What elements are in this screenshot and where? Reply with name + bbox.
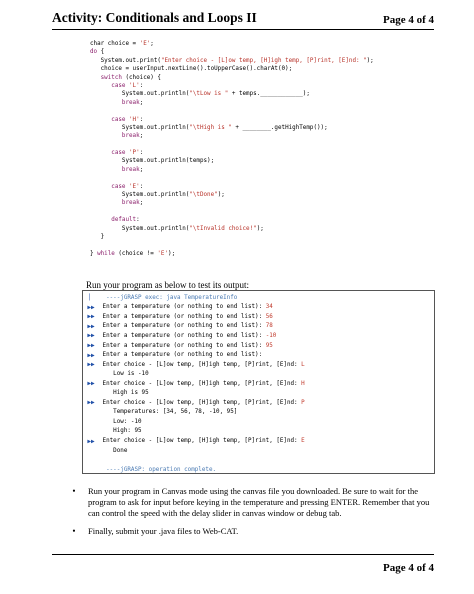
terminal-text: Done <box>99 447 128 454</box>
code-token: break <box>90 200 140 207</box>
code-token: ); <box>256 225 264 232</box>
code-token: System.out.println( <box>90 192 190 199</box>
terminal-line <box>83 408 434 417</box>
code-token: + temps.____________); <box>228 91 310 98</box>
code-token: break <box>90 133 140 140</box>
code-token: ; <box>139 200 144 207</box>
code-line <box>90 199 450 207</box>
bullet-item <box>60 526 432 537</box>
document-title: Activity: Conditionals and Loops II <box>52 10 257 25</box>
code-line <box>90 74 450 82</box>
terminal-text: Enter choice - [L]ow temp, [H]igh temp, [P]rint, [E]nd: <box>99 438 302 445</box>
terminal-line <box>83 465 434 474</box>
code-token: } <box>90 250 98 257</box>
terminal-text: ----jGRASP exec: java TemperatureInfo <box>99 294 238 301</box>
run-arrow-icon: ▶▶ <box>87 313 95 321</box>
code-line <box>90 107 450 115</box>
terminal-line <box>83 399 434 408</box>
user-input-value: 78 <box>265 323 273 330</box>
code-token: default <box>90 217 137 224</box>
code-token: "Enter choice - [L]ow temp, [H]igh temp, [P]rint, [E]nd: " <box>160 57 367 64</box>
code-token: case <box>90 116 130 123</box>
code-token: System.out.println( <box>90 225 190 232</box>
terminal-line <box>83 360 434 369</box>
user-input-value: E <box>301 438 305 445</box>
run-arrow-icon: ▶▶ <box>87 437 95 445</box>
user-input-value: 34 <box>265 304 273 311</box>
code-token: do <box>90 49 98 56</box>
code-token: ; <box>139 133 144 140</box>
terminal-text: High: 95 <box>99 428 142 435</box>
terminal-line <box>83 379 434 388</box>
code-token: 'E' <box>139 41 151 47</box>
bullet-icon: • <box>72 526 76 536</box>
terminal-line <box>83 322 434 331</box>
code-line <box>90 132 450 140</box>
terminal-text: Low is -10 <box>99 371 149 378</box>
code-line <box>90 124 450 132</box>
terminal-line <box>83 370 434 379</box>
code-line <box>90 216 450 224</box>
code-line <box>90 141 450 149</box>
terminal-text: Enter a temperature (or nothing to end list): <box>99 352 263 359</box>
terminal-text: Enter a temperature (or nothing to end list): <box>99 304 266 311</box>
code-token: : <box>136 217 140 224</box>
terminal-line <box>83 427 434 436</box>
code-token: System.out.println( <box>90 124 190 131</box>
user-input-value: P <box>301 399 305 406</box>
terminal-output-panel <box>82 290 435 474</box>
code-line <box>90 48 450 56</box>
code-token: "\tDone" <box>189 192 218 199</box>
terminal-text: ----jGRASP: operation complete. <box>99 466 217 473</box>
code-token: : <box>139 82 144 89</box>
run-arrow-icon: ▶▶ <box>87 361 95 369</box>
terminal-line <box>83 341 434 350</box>
code-line <box>90 183 450 191</box>
terminal-line <box>83 303 434 312</box>
code-line <box>90 166 450 174</box>
code-token: "\tHigh is " <box>189 124 232 131</box>
header-page-number: Page 4 of 4 <box>382 14 434 26</box>
code-token: System.out.print( <box>90 57 161 64</box>
terminal-text: Enter a temperature (or nothing to end list): <box>99 332 266 339</box>
code-line <box>90 157 450 165</box>
code-token: char choice = <box>90 41 140 47</box>
code-token: case <box>90 183 130 190</box>
terminal-text: Temperatures: [34, 56, 78, -10, 95] <box>99 409 238 416</box>
code-line <box>90 233 450 241</box>
code-line <box>90 241 450 249</box>
code-line <box>90 225 450 233</box>
page-footer <box>52 554 434 574</box>
instruction-bullets <box>60 486 432 544</box>
code-token: { <box>97 49 105 56</box>
code-line <box>90 149 450 157</box>
code-token: 'H' <box>129 116 140 123</box>
terminal-text: Enter a temperature (or nothing to end list): <box>99 313 266 320</box>
terminal-text: Low: -10 <box>99 418 142 425</box>
code-token: 'E' <box>129 183 140 190</box>
code-token: (choice) { <box>121 74 161 81</box>
run-arrow-icon: ▶▶ <box>87 322 95 330</box>
code-line <box>90 57 450 65</box>
code-line <box>90 65 450 73</box>
code-token: while <box>97 250 115 257</box>
code-token: "\tLow is " <box>189 91 229 98</box>
terminal-line <box>83 294 434 303</box>
code-token: "\tInvalid choice!" <box>189 225 257 232</box>
terminal-line <box>83 313 434 322</box>
code-line <box>90 116 450 124</box>
code-line <box>90 174 450 182</box>
bullet-item <box>60 486 432 519</box>
code-token: ; <box>139 166 144 173</box>
code-token: choice = userInput.nextLine().toUpperCase().charAt(0); <box>90 66 293 73</box>
code-line <box>90 82 450 90</box>
code-token: 'P' <box>129 150 140 157</box>
code-token: 'L' <box>129 82 140 89</box>
terminal-line <box>83 446 434 455</box>
run-arrow-icon: ▶▶ <box>87 351 95 359</box>
run-arrow-icon: ▶▶ <box>87 399 95 407</box>
code-token: (choice != <box>114 250 158 257</box>
code-token: : <box>139 150 144 157</box>
code-token: : <box>139 183 144 190</box>
code-token: case <box>90 82 130 89</box>
terminal-line <box>83 389 434 398</box>
code-line <box>90 40 450 48</box>
code-listing <box>90 40 450 258</box>
terminal-text: Enter choice - [L]ow temp, [H]igh temp, [P]rint, [E]nd: <box>99 361 302 368</box>
terminal-text: Enter choice - [L]ow temp, [H]igh temp, [P]rint, [E]nd: <box>99 380 302 387</box>
run-arrow-icon: ▶▶ <box>87 332 95 340</box>
code-token: System.out.println(temps); <box>90 158 215 165</box>
terminal-line <box>83 332 434 341</box>
terminal-text: High is 95 <box>99 390 149 397</box>
code-token: System.out.println( <box>90 91 190 98</box>
code-token: break <box>90 166 140 173</box>
run-arrow-icon: ▶▶ <box>87 342 95 350</box>
code-line <box>90 99 450 107</box>
code-token: switch <box>90 74 122 81</box>
terminal-line <box>83 351 434 360</box>
terminal-line <box>83 418 434 427</box>
run-arrow-icon: ▶▶ <box>87 303 95 311</box>
run-instruction: Run your program as below to test its output: <box>86 280 249 290</box>
user-input-value: L <box>301 361 305 368</box>
code-token: case <box>90 150 130 157</box>
page-header <box>52 8 434 30</box>
code-token: ); <box>168 250 176 257</box>
bullet-text: Run your program in Canvas mode using the canvas file you downloaded. Be sure to wait for the program to ask for input before keying in the temperature and pressing ENTER. Remember that you can control the speed with the delay slider in canvas window or debug tab. <box>88 486 430 518</box>
footer-page-number: Page 4 of 4 <box>382 562 434 574</box>
code-token: ); <box>217 192 225 199</box>
terminal-text: Enter a temperature (or nothing to end list): <box>99 323 266 330</box>
code-token: ); <box>366 57 374 64</box>
user-input-value: 95 <box>265 342 273 349</box>
bullet-icon: • <box>72 486 76 496</box>
bullet-text: Finally, submit your .java files to Web-CAT. <box>88 526 239 536</box>
code-line <box>90 208 450 216</box>
run-arrow-icon: ▶▶ <box>87 380 95 388</box>
code-token: + ________.getHighTemp()); <box>231 124 328 131</box>
code-token: } <box>90 233 105 240</box>
terminal-line <box>83 456 434 465</box>
user-input-value: H <box>301 380 305 387</box>
terminal-text: Enter choice - [L]ow temp, [H]igh temp, [P]rint, [E]nd: <box>99 399 302 406</box>
code-line <box>90 90 450 98</box>
user-input-value: -10 <box>265 332 277 339</box>
code-token: ; <box>150 41 154 47</box>
code-token: 'E' <box>157 250 169 257</box>
code-token: ; <box>139 99 144 106</box>
run-arrow-icon: ▏ <box>89 294 93 302</box>
code-line <box>90 191 450 199</box>
terminal-line <box>83 437 434 446</box>
terminal-text: Enter a temperature (or nothing to end list): <box>99 342 266 349</box>
user-input-value: 56 <box>265 313 273 320</box>
code-line <box>90 250 450 258</box>
code-token: break <box>90 99 140 106</box>
code-token: : <box>139 116 144 123</box>
